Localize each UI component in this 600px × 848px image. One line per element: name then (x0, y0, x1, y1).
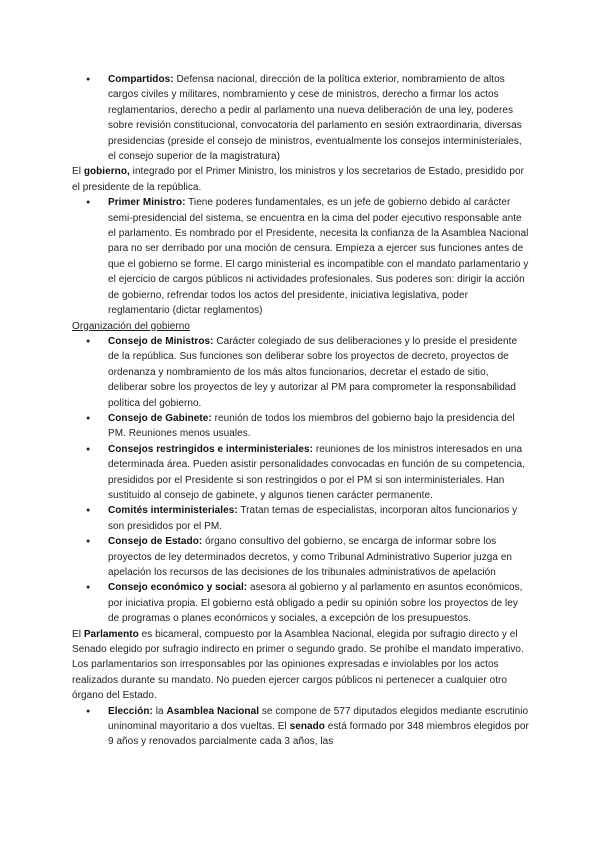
list-item-consejo-estado (72, 534, 530, 580)
text-parlamento-pre: El (72, 628, 84, 640)
term-compartidos: Compartidos: (108, 74, 174, 85)
text-consejo-economico-social: asesora al gobierno y al parlamento en asuntos económicos, por iniciativa propia. El gobierno está obligado a pedir su opinión sobre los proyectos de ley de programas o planes económicos y sociales, a excepción de los presupuestos. (108, 582, 523, 625)
list-item-eleccion (72, 704, 530, 750)
term-comites-interministeriales: Comités interministeriales: (108, 505, 238, 517)
text-comites-interministeriales: Tratan temas de especialistas, incorporan altos funcionarios y son presididos por el PM. (108, 505, 518, 532)
text-parlamento-post: es bicameral, compuesto por la Asamblea Nacional, elegida por sufragio directo y el Senado elegido por sufragio indirecto en primer o segundo grado. Se prohíbe el mandato imperativo. Los parlamentarios son irresponsables por las opiniones expresadas e inviolables por los actos realizados durante su mandato. No pueden ejercer cargos públicos ni pertenecer a cualquier otro órgano del Estado. (72, 628, 524, 702)
list-item-consejo-ministros (72, 334, 530, 411)
term-consejo-ministros: Consejo de Ministros: (108, 335, 214, 347)
list-item-consejos-restringidos (72, 442, 530, 504)
list-item-comites-interministeriales (72, 503, 530, 534)
list-item-primer-ministro (72, 195, 530, 318)
text-consejo-gabinete: reunión de todos los miembros del gobierno bajo la presidencia del PM. Reuniones menos usuales. (108, 412, 515, 440)
term-consejo-economico-social: Consejo económico y social: (108, 582, 248, 594)
term-primer-ministro: Primer Ministro: (108, 197, 186, 209)
text-consejo-ministros: Carácter colegiado de sus deliberaciones y lo preside el presidente de la república. Sus funciones son deliberar sobre los proyectos de decreto, proyectos de ordenanza y nombramiento de los más altos funcionarios, decretar el estado de sitio, deliberar sobre los proyectos de ley y autorizar al PM para comprometer la responsabilidad política del gobierno. (108, 335, 518, 409)
text-eleccion-1: la (152, 705, 167, 717)
text-gobierno-post: integrado por el Primer Ministro, los ministros y los secretarios de Estado, presidido por el presidente de la república. (72, 166, 524, 193)
term-senado: senado (289, 721, 325, 733)
text-gobierno-pre: El (72, 166, 84, 178)
bullet-list-organizacion (72, 334, 530, 627)
term-parlamento: Parlamento (83, 628, 139, 640)
bullet-list-primer-ministro (72, 195, 530, 318)
bullet-list-eleccion (72, 704, 530, 750)
term-consejo-estado: Consejo de Estado: (108, 536, 203, 548)
heading-organizacion-gobierno: Organización del gobierno (72, 320, 190, 332)
term-eleccion: Elección: (108, 705, 153, 717)
list-item-consejo-economico-social (72, 580, 530, 626)
bullet-list-poderes (72, 72, 530, 164)
term-gobierno: gobierno, (83, 166, 130, 178)
text-primer-ministro: Tiene poderes fundamentales, es un jefe de gobierno debido al carácter semi-presidencial del sistema, se encuentra en la cima del poder ejecutivo responsable ante el parlamento. Es nombrado por el Presidente, necesita la confianza de la Asamblea Nacional para no ser derribado por una moción de censura. Empieza a ejercer sus funciones antes de que el gobierno se forme. El cargo ministerial es incompatible con el mandato parlamentario y el ejercicio de cargos públicos ni actividades profesionales. Sus poderes son: dirigir la acción de gobierno, refrendar todos los actos del presidente, iniciativa legislativa, poder reglamentario (dictar reglamentos) (108, 197, 529, 317)
text-compartidos: Defensa nacional, dirección de la política exterior, nombramiento de altos cargos civiles y militares, nombramiento y cese de ministros, derecho a firmar los actos reglamentarios, derecho a pedir al parlamento una nueva deliberación de una ley, poderes sobre revisión constitucional, convocatoria del parlamento en sesión extraordinaria, diversas presidencias (preside el consejo de ministros, eventualmente los consejos interministeriales, el consejo superior de la magistratura) (108, 74, 522, 163)
term-asamblea-nacional: Asamblea Nacional (166, 705, 260, 717)
text-eleccion-2: se compone de 577 diputados elegidos mediante escrutinio uninominal mayoritario a dos vueltas. El (108, 705, 529, 733)
term-consejo-gabinete: Consejo de Gabinete: (108, 412, 212, 424)
list-item-compartidos (72, 72, 530, 164)
text-consejo-estado: órgano consultivo del gobierno, se encarga de informar sobre los proyectos de ley determinados decretos, y como Tribunal Administrativo Superior juzga en apelación los recursos de las decisiones de los tribunales administrativos de apelación (108, 536, 513, 578)
paragraph-gobierno (72, 164, 530, 195)
paragraph-parlamento (72, 627, 530, 704)
term-consejos-restringidos: Consejos restringidos e interministeriales: (108, 443, 313, 455)
list-item-consejo-gabinete (72, 411, 530, 442)
text-consejos-restringidos: reuniones de los ministros interesados en una determinada área. Pueden asistir personalidades convocadas en función de su competencia, presididos por el Presidente si son restringidos o por el PM si son interministeriales. Han sustituido al consejo de gabinete, y algunos tienen carácter permanente. (108, 443, 525, 501)
document-page (72, 72, 530, 750)
text-eleccion-3: está formado por 348 miembros elegidos por 9 años y renovados parcialmente cada 3 años, las (108, 721, 529, 748)
